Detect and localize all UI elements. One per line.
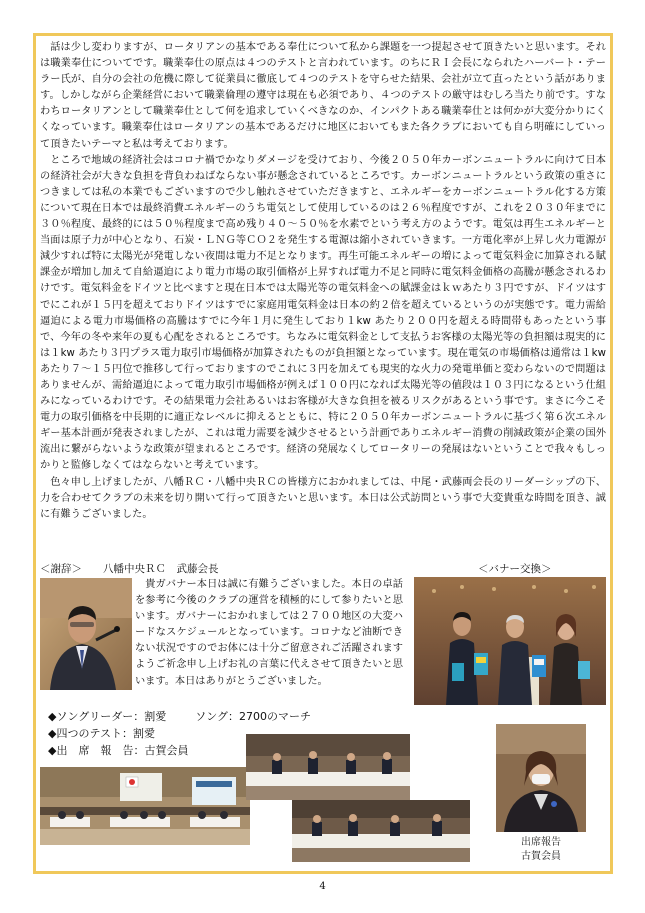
program-song-value: 2700のマーチ — [239, 710, 312, 723]
program-song-leader — [48, 708, 378, 724]
attendance-reporter-photo — [496, 724, 586, 832]
photo-caption — [496, 836, 586, 864]
program-song-label: ソング： — [195, 710, 240, 723]
program-label: ◆ソングリーダー： — [48, 710, 145, 723]
thanks-speech-text: 貴ガバナー本日は誠に有難うございました。本日の卓話を参考に今後のクラブの運営を積極的にして参りたいと思います。ガバナーにおかれましては２７００地区の大変ハードなスケジュールとなっています。コロナなど油断できない状況ですのでお体には十分ご留意されご活躍されますようご祈念申し上げお礼の言葉に代えさせて頂きたいと思います。本日はありがとうございました。 — [135, 579, 403, 687]
speaker-photo — [40, 578, 132, 690]
paragraph-closing: 色々申し上げましたが、八幡ＲＣ・八幡中央ＲＣの皆様方におかれましては、中尾・武藤両会長のリーダーシップの下、力を合わせてクラブの未来を切り開いて行って頂きたいと思います。本日は公式訪問という事で大変貴重な時間を頂き、誠に有難うございました。 — [40, 476, 606, 520]
caption-line-2: 古賀会員 — [521, 851, 561, 862]
thanks-speech — [135, 577, 403, 690]
banner-exchange-photo — [414, 577, 606, 705]
banner-exchange-heading: ＜バナー交換＞ — [478, 563, 552, 575]
program-value: 割愛 — [144, 710, 167, 723]
program-label: ◆出 席 報 告： — [48, 744, 145, 757]
paragraph-vocational-service: 話は少し変わりますが、ロータリアンの基本である奉仕について私から課題を一つ提起させて頂きたいと思います。それは職業奉仕についてです。職業奉仕の原点は４つのテストと言われています。のちにＲＩ会長になられたハーバート・テーラー氏が、自分の会社の危機に際して従業員に徹底して４つのテストを守らせた結果、会社が立て直ったという話があります。しかしながら企業経営において職業倫理の遵守は現在も必須であり、４つのテストの厳守はむしろ当たり前です。すなわちロータリアンとして職業奉仕として何を追求していくべきなのか、インパクトある職業奉仕とは何かが大変分かりにくくなっています。職業奉仕はロータリアンの基本であるだけに地区においてもまた各クラブにおいても自ら明確にしていって頂きたいテーマと私は考えております。 — [40, 42, 606, 150]
head-table-photo-2 — [292, 800, 470, 862]
head-table-photo — [246, 734, 410, 800]
program-value: 古賀会員 — [144, 744, 189, 757]
meeting-room-photo — [40, 767, 250, 845]
article-body — [40, 40, 606, 523]
caption-line-1: 出席報告 — [521, 837, 561, 848]
page-number: 4 — [319, 881, 326, 892]
program-label: ◆四つのテスト： — [48, 727, 134, 740]
program-value: 割愛 — [133, 727, 156, 740]
paragraph-carbon-neutral: ところで地域の経済社会はコロナ禍でかなりダメージを受けており、今後２０５０年カーボンニュートラルに向けて日本の経済社会が大きな負担を背負わねばならない事が懸念されているところです。カーボンニュートラルという政策の重さにつきましては私の本業でもございますので少し触れさせていただきますと、エネルギーをカーボンニュートラル化する方策について現在日本では最終消費エネルギーのうち電気として使用しているのは２６％程度ですが、これを２０３０年までに３０％程度、最終的には５０％程度まで高め残り４０～５０％を水素でという考え方のようです。電気は再生エネルギーと当面は原子力が中心となり、石炭・ＬＮＧ等ＣＯ２を発生する電源は縮小されていきます。一方電化率が上昇し火力電源が減少すれば特に太陽光が発電しない夜間は電力不足となります。再生可能エネルギーの増によって電気料金に加算される賦課金が増加し加えて自給逼迫により電力市場の取引価格が上昇すれば電力不足と同時に電気料金価格の高騰が懸念されるわけです。電気料金をドイツと比べますと現在日本では太陽光等の電気料金への賦課金はｋｗあたり３円ですが、ドイツはすでにこれが１５円を超えておりドイツはすでに家庭用電気料金は日本の約２倍を超えているというのが実態です。電力需給逼迫による電力市場価格の高騰はすでに今年１月に発生しており１kw あたり２００円を超える時間帯もあったという事で、今年の冬や来年の夏も心配をされるところです。ちなみに電気料金として支払うお客様の太陽光等の負担額は現実的には１kw あたり３円プラス電力取引市場価格が加算されたものが負担額となっています。現在電気の市場価格は通常は１kw あたり７～１５円位で推移して行っておりますのでこれに３円を加えても現実的な火力の発電単価と変わらないので問題はありませんが、需給逼迫によって電力取引市場価格が例えば１００円になれば太陽光等の値段は１０３円になるという仕組みになっているわけです。その結果電力会社あるいはお客様が大きな負担を被るリスクがあるという事です。まさに今こそ電力の取引価格を中長期的に適正なレベルに抑えるとともに、特に２０５０年カーボンニュートラルに基づく第６次エネルギー基本計画が発表されましたが、これは電力需要を減少させるという計画でありエネルギー消費の削減政策が企業の国外流出に繋がらないような政策が望まれるところです。経済の発展なくしてロータリーの発展はないということで我々もしっかりと監修しなくてはならないと考えています。 — [40, 154, 606, 472]
thanks-heading: ＜謝辞＞ 八幡中央ＲＣ 武藤会長 — [40, 563, 219, 575]
